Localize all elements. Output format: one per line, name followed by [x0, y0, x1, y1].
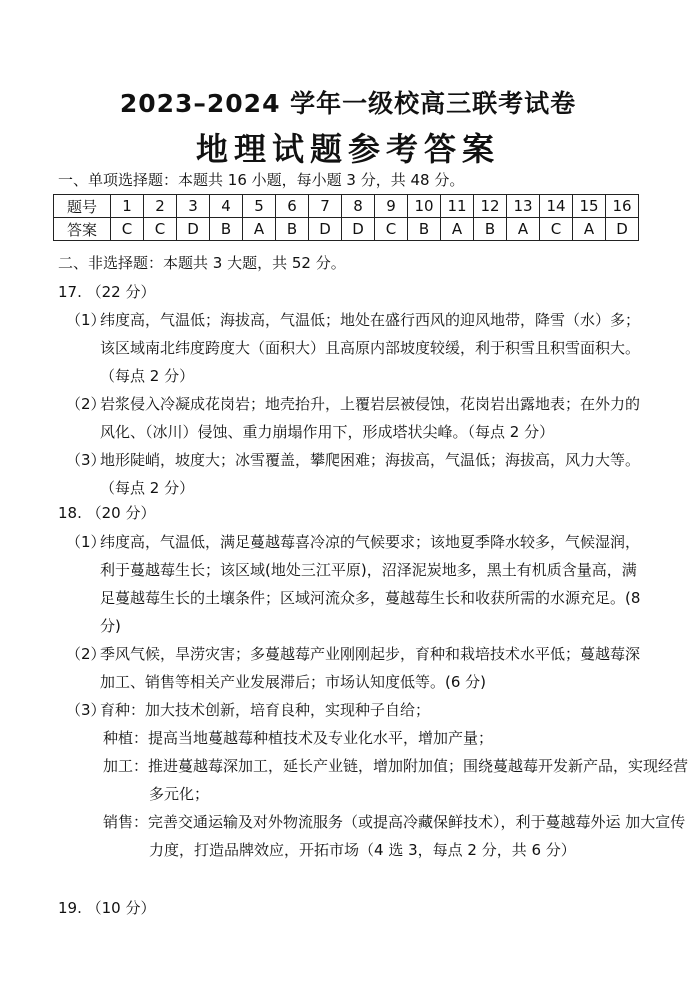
- question-number: 8: [342, 195, 375, 218]
- question-number: 16: [606, 195, 639, 218]
- question-number: 12: [474, 195, 507, 218]
- q18-part2-marker: （2）: [66, 645, 106, 663]
- q17-part1: [66, 306, 646, 390]
- question-number: 6: [276, 195, 309, 218]
- q18-part2-text: 季风气候，旱涝灾害；多蔓越莓产业刚刚起步，育种和栽培技术水平低；蔓越莓深加工、销售等相关产业发展滞后；市场认知度低等。(6 分): [100, 645, 641, 691]
- question-number: 11: [441, 195, 474, 218]
- answer-cell: D: [177, 218, 210, 241]
- answer-cell: C: [111, 218, 144, 241]
- question-number: 7: [309, 195, 342, 218]
- q17-header: 17. （22 分）: [58, 283, 156, 301]
- answer-cell: C: [144, 218, 177, 241]
- question-number: 5: [243, 195, 276, 218]
- question-number: 3: [177, 195, 210, 218]
- section-1-heading: 一、单项选择题：本题共 16 小题，每小题 3 分，共 48 分。: [58, 171, 465, 189]
- answer-cell: C: [540, 218, 573, 241]
- q18-part1-text: 纬度高，气温低，满足蔓越莓喜冷凉的气候要求；该地夏季降水较多，气候湿润，利于蔓越莓生长；该区域(地处三江平原)，沼泽泥炭地多，黑土有机质含量高，满足蔓越莓生长的土壤条件；区域河流众多，蔓越莓生长和收获所需的水源充足。(8 分): [100, 533, 641, 635]
- section-2-heading: 二、非选择题：本题共 3 大题，共 52 分。: [58, 254, 346, 272]
- question-number: 9: [375, 195, 408, 218]
- question-number: 14: [540, 195, 573, 218]
- answer-cell: A: [507, 218, 540, 241]
- answer-cell: A: [243, 218, 276, 241]
- q18-part3-planting: 种植：提高当地蔓越莓种植技术及专业化水平，增加产量；: [103, 729, 494, 747]
- row-label: 题号: [54, 195, 111, 218]
- q18-part2: [66, 640, 646, 696]
- answer-cell: A: [573, 218, 606, 241]
- answer-table: [53, 194, 639, 241]
- q17-part2-text: 岩浆侵入冷凝成花岗岩；地壳抬升，上覆岩层被侵蚀，花岗岩出露地表；在外力的风化、（冰川）侵蚀、重力崩塌作用下，形成塔状尖峰。（每点 2 分）: [100, 395, 641, 441]
- question-number: 13: [507, 195, 540, 218]
- answer-key-title: 地理试题参考答案: [195, 130, 500, 168]
- answer-cell: B: [276, 218, 309, 241]
- q17-part3-marker: （3）: [66, 451, 106, 469]
- answer-cell: B: [408, 218, 441, 241]
- q18-part3-sales: 销售：完善交通运输及对外物流服务（或提高冷藏保鲜技术），利于蔓越莓外运 加大宣传力度，打造品牌效应，开拓市场（4 选 3，每点 2 分，共 6 分）: [103, 813, 686, 859]
- q19-header: 19. （10 分）: [58, 899, 156, 917]
- exam-title: 2023–2024 学年一级校高三联考试卷: [119, 89, 577, 118]
- answer-cell: B: [474, 218, 507, 241]
- question-number: 1: [111, 195, 144, 218]
- question-number: 15: [573, 195, 606, 218]
- q17-part2-marker: （2）: [66, 395, 106, 413]
- answer-cell: C: [375, 218, 408, 241]
- q18-part3: [66, 696, 646, 724]
- answer-cell: D: [309, 218, 342, 241]
- q17-part3-text: 地形陡峭，坡度大；冰雪覆盖，攀爬困难；海拔高，气温低；海拔高，风力大等。（每点 2 分）: [100, 451, 641, 497]
- answer-cell: B: [210, 218, 243, 241]
- question-number: 2: [144, 195, 177, 218]
- q18-part1: [66, 528, 646, 640]
- question-number: 10: [408, 195, 441, 218]
- row-label: 答案: [54, 218, 111, 241]
- q18-part1-marker: （1）: [66, 533, 106, 551]
- question-number-row: [54, 195, 639, 218]
- answer-cell: A: [441, 218, 474, 241]
- q17-part3: [66, 446, 646, 502]
- q17-part2: [66, 390, 646, 446]
- answer-row: [54, 218, 639, 241]
- q18-header: 18. （20 分）: [58, 504, 156, 522]
- q18-part3-marker: （3）: [66, 701, 106, 719]
- question-number: 4: [210, 195, 243, 218]
- q18-part3-breeding: 育种：加大技术创新，培育良种，实现种子自给；: [100, 701, 431, 719]
- q18-part3-processing: 加工：推进蔓越莓深加工，延长产业链，增加附加值；围绕蔓越莓开发新产品，实现经营多元化；: [103, 757, 689, 803]
- q17-part1-marker: （1）: [66, 311, 106, 329]
- answer-cell: D: [342, 218, 375, 241]
- q17-part1-text: 纬度高，气温低；海拔高，气温低；地处在盛行西风的迎风地带，降雪（水）多；该区域南北纬度跨度大（面积大）且高原内部坡度较缓，利于积雪且积雪面积大。（每点 2 分）: [100, 311, 641, 385]
- answer-cell: D: [606, 218, 639, 241]
